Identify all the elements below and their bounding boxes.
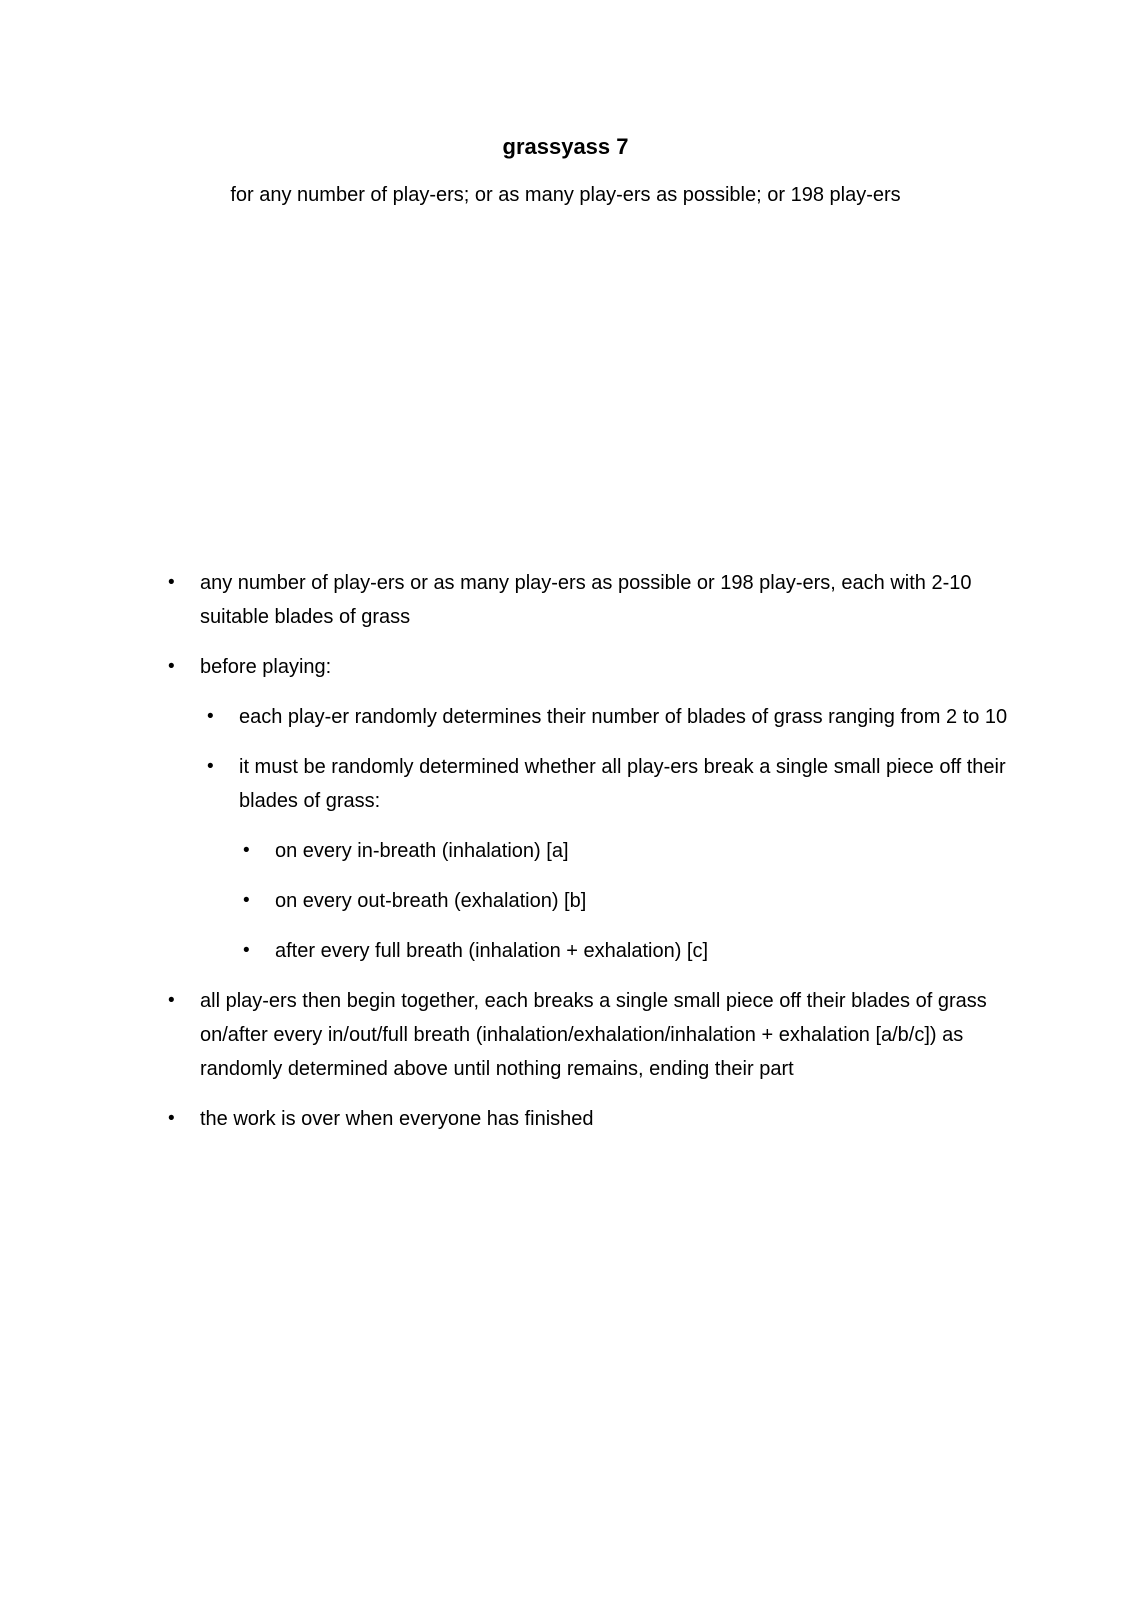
bullet-icon: • — [207, 756, 214, 777]
page-subtitle: for any number of play-ers; or as many play-ers as possible; or 198 play-ers — [230, 184, 901, 206]
instruction-list — [150, 566, 1008, 1136]
list-item — [150, 884, 981, 918]
bullet-icon: • — [168, 656, 175, 677]
list-item — [150, 750, 1006, 818]
list-item-text — [275, 834, 981, 868]
page-title: grassyass 7 — [502, 134, 629, 159]
list-item-text — [200, 650, 981, 684]
list-item-text — [239, 750, 1006, 818]
bullet-icon: • — [168, 572, 175, 593]
list-item-text — [275, 884, 981, 918]
list-item-text — [275, 934, 981, 968]
text-line: each play-er randomly determines their number of blades of grass ranging from 2 to 10 — [239, 706, 1008, 728]
text-line: blades of grass: — [239, 790, 381, 812]
list-item-text — [239, 700, 1008, 734]
text-line: all play-ers then begin together, each breaks a single small piece off their blades of grass — [200, 990, 987, 1012]
bullet-icon: • — [243, 890, 250, 911]
list-item — [150, 934, 981, 968]
list-item — [150, 566, 981, 634]
text-line: the work is over when everyone has finished — [200, 1108, 594, 1130]
list-item — [150, 650, 981, 684]
list-item-text — [200, 566, 981, 634]
bullet-icon: • — [243, 840, 250, 861]
list-item — [150, 700, 1008, 734]
text-line: before playing: — [200, 656, 332, 678]
text-line: any number of play-ers or as many play-ers as possible or 198 play-ers, each with 2-10 — [200, 572, 972, 594]
text-line: it must be randomly determined whether all play-ers break a single small piece off their — [239, 756, 1006, 778]
text-line: on/after every in/out/full breath (inhalation/exhalation/inhalation + exhalation [a/b/c]) as — [200, 1024, 964, 1046]
text-line: on every in-breath (inhalation) [a] — [275, 840, 569, 862]
bullet-icon: • — [207, 706, 214, 727]
list-item-text — [200, 984, 987, 1086]
list-item — [150, 834, 981, 868]
text-line: randomly determined above until nothing remains, ending their part — [200, 1058, 794, 1080]
bullet-icon: • — [243, 940, 250, 961]
bullet-icon: • — [168, 1108, 175, 1129]
text-line: after every full breath (inhalation + exhalation) [c] — [275, 940, 709, 962]
text-line: on every out-breath (exhalation) [b] — [275, 890, 587, 912]
list-item-text — [200, 1102, 981, 1136]
text-line: suitable blades of grass — [200, 606, 411, 628]
list-item — [150, 1102, 981, 1136]
bullet-icon: • — [168, 990, 175, 1011]
list-item — [150, 984, 987, 1086]
